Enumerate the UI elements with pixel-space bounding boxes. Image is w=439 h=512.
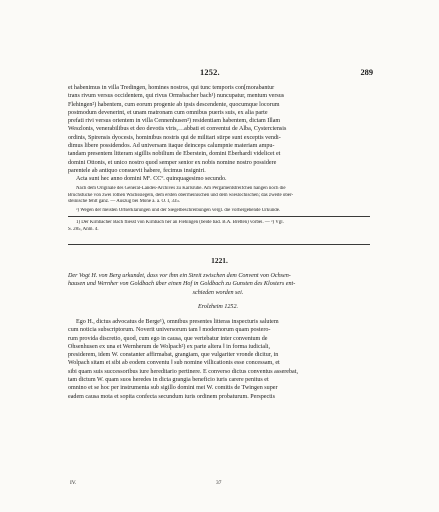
note-line: Bruchstücke von zwei rothen Wachssiegeln, dem ersten oberrheinischen und dem wieslochischen; das zweite ober-	[68, 192, 294, 198]
running-head	[0, 68, 439, 80]
regest-line: Der Vogt H. von Berg urkundet, dass vor ihm ein Streit zwischen dem Convent von Ochsen-	[68, 273, 291, 279]
text-line: Flehingen²) habentem, cum eorum progenie ab ipsis descendente, quocumque locorum	[68, 101, 280, 108]
text-line: sibi quam suis successoribus iure hereditario pertinere. E converso dictus conventus asserebat,	[68, 368, 298, 375]
footnotes	[68, 220, 368, 233]
text-line: trans rivum versus occidentem, qui rivus Ormsbacher bach¹) nuncupatur, mentum versus	[68, 93, 285, 100]
text-line: ordinis, Spirensis dyocesis, hominibus nostris qui de militari stirpe sunt exceptis vendi-	[68, 134, 281, 141]
text-line: parentele ab antiquo consuevit habere, fecimus insigniri.	[68, 167, 206, 174]
text-line: domini Ottonis, et unico nostro quod semper senior ex nobis nomine nostro possidere	[68, 159, 277, 166]
footnote-line: 1) Der Kirnbacher Bach fliesst von Kirnbach her an Flehingen (beide bad. B.A. Bretten) vorbei. — ²) Vgl.	[76, 220, 284, 225]
text-line: tandam presentem litteram sigillis nobilium de Eberstein, domini Eberhardi videlicet et	[68, 151, 281, 158]
acta-line: Acta sunt hec anno domini Mº. CCº. quinquagesimo secundo.	[76, 176, 227, 183]
text-line: eadem causa mota et sopita confecta secundum iuris ordinem probaturum. Perspectis	[68, 393, 275, 400]
text-line: rum provida discretio, quod, cum ego in causa, que vertebatur inter conventum de	[68, 335, 268, 342]
document-number: 1221.	[211, 256, 228, 265]
note-line: Nach dem Originale des General-Landes-Archives zu Karlsruhe. Am Pergamentstreifchen hängen noch die	[76, 186, 286, 191]
text-line: Ohsenhusen ex una et Wernherum de Wolpach²) ex parte altera ‖ in forma iudiciali,	[68, 343, 270, 350]
regest-line: hausen und Wernher von Goldbach über einen Hof in Goldbach zu Gunsten des Klosters ent-	[68, 281, 296, 288]
charter-text-end	[68, 84, 368, 184]
page-number: 289	[360, 68, 373, 77]
text-line: Weszlonis, venerabilibus et deo devotis viris,…abbati et conventui de Alba, Cysterciensis	[68, 126, 287, 133]
sheet-number: 37	[216, 480, 222, 486]
source-notes	[68, 186, 368, 215]
volume-mark: IV.	[70, 480, 77, 486]
regest	[68, 272, 368, 297]
note-line: steinische fehlt ganz. — Auszug bei Mone a. a. O. I, 335.	[68, 199, 181, 205]
text-line: omnino et se hoc per instrumenta sub sigillo domini mei W. comitis de Twingen super	[68, 385, 278, 392]
note-line: ²) Wegen der meisten Ortserklärungen und der Siegelbeschreibungen vergl. die vorhergehende Urkunde.	[76, 208, 281, 214]
text-line: tam dictum W. quam suos heredes in dicta grangia beneficio iuris carere penitus et	[68, 377, 269, 384]
footnote-divider	[68, 216, 370, 217]
text-line: Ego H., dictus advocatus de Berge¹), omnibus presentes litteras inspecturis salutem	[76, 319, 279, 325]
footnote-line: S. 285, Anm. 4.	[68, 226, 99, 232]
text-line: postmodum devenerint, et unam matronam cum omnibus pueris suis, ex alia parte	[68, 109, 268, 116]
text-line: cum noticia subscriptorum. Noverit universorum tam ‖ modernorum quam postero-	[68, 327, 271, 334]
place-date: Erolzheim 1252.	[197, 304, 239, 310]
regest-line: schieden worden sei.	[192, 289, 244, 296]
text-line: Wolpach sitam et sibi ab eodem conventu ‖ sub nomine villicationis esse concessam, et	[68, 360, 280, 367]
sheet-signature	[68, 480, 368, 489]
text-line: et habenimus in villa Tredingen, homines nostros, qui tunc temporis con[morabantur	[68, 85, 275, 91]
text-line: prefati rivi versus orientem in villa Cennenhusen²) residentiam habentem, dictam Illam	[68, 118, 281, 125]
document-divider	[68, 244, 370, 245]
text-line: presiderem, idem W. constanter affirmabat, grangiam, que vulgariter vronde dicitur, in	[68, 352, 279, 359]
charter-body	[68, 318, 368, 401]
text-line: dimus libere possidendos. Ad universam itaque deinceps calumpnie materiam ampu-	[68, 143, 275, 150]
header-year: 1252.	[200, 68, 220, 77]
